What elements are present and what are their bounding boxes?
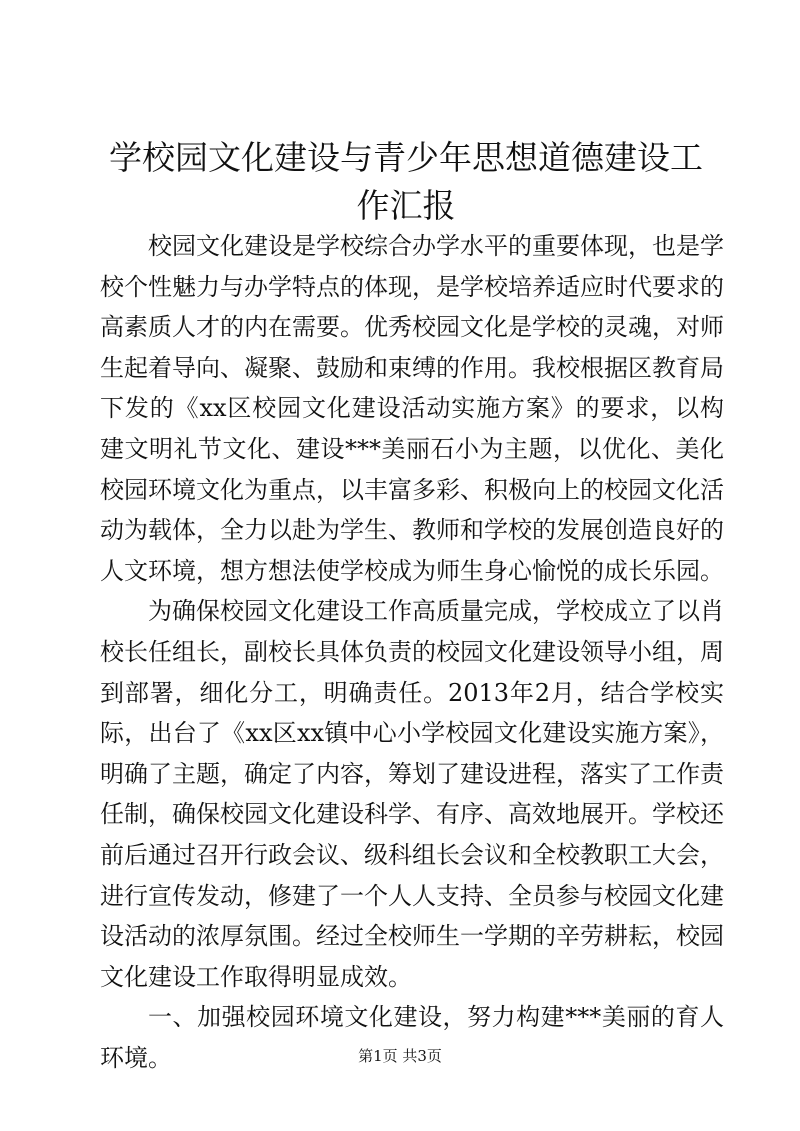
paragraph-intro: 校园文化建设是学校综合办学水平的重要体现，也是学校个性魅力与办学特点的体现，是学校培养适应时代要求的高素质人才的内在需要。优秀校园文化是学校的灵魂，对师生起着导向、凝聚、鼓励和束缚的作用。我校根据区教育局下发的《xx区校园文化建设活动实施方案》的要求，以构建文明礼节文化、建设***美丽石小为主题，以优化、美化校园环境文化为重点，以丰富多彩、积极向上的校园文化活动为载体，全力以赴为学生、教师和学校的发展创造良好的人文环境，想方想法使学校成为师生身心愉悦的成长乐园。 bbox=[100, 232, 724, 585]
paragraph-section-heading: 一、加强校园环境文化建设，努力构建***美丽的育人环境。 bbox=[100, 1003, 724, 1072]
page-footer: 第1页 共3页 bbox=[358, 1047, 442, 1065]
paragraph-organization: 为确保校园文化建设工作高质量完成，学校成立了以肖校长任组长，副校长具体负责的校园文化建设领导小组，周到部署，细化分工，明确责任。2013年2月，结合学校实际，出台了《xx区xx镇中心小学校园文化建设实施方案》，明确了主题，确定了内容，筹划了建设进程，落实了工作责任制，确保校园文化建设科学、有序、高效地展开。学校还前后通过召开行政会议、级科组长会议和全校教职工大会，进行宣传发动，修建了一个人人支持、全员参与校园文化建设活动的浓厚氛围。经过全校师生一学期的辛劳耕耘，校园文化建设工作取得明显成效。 bbox=[100, 597, 724, 991]
document-body bbox=[100, 226, 724, 1078]
document-title: 学校园文化建设与青少年思想道德建设工作汇报 bbox=[109, 138, 703, 225]
